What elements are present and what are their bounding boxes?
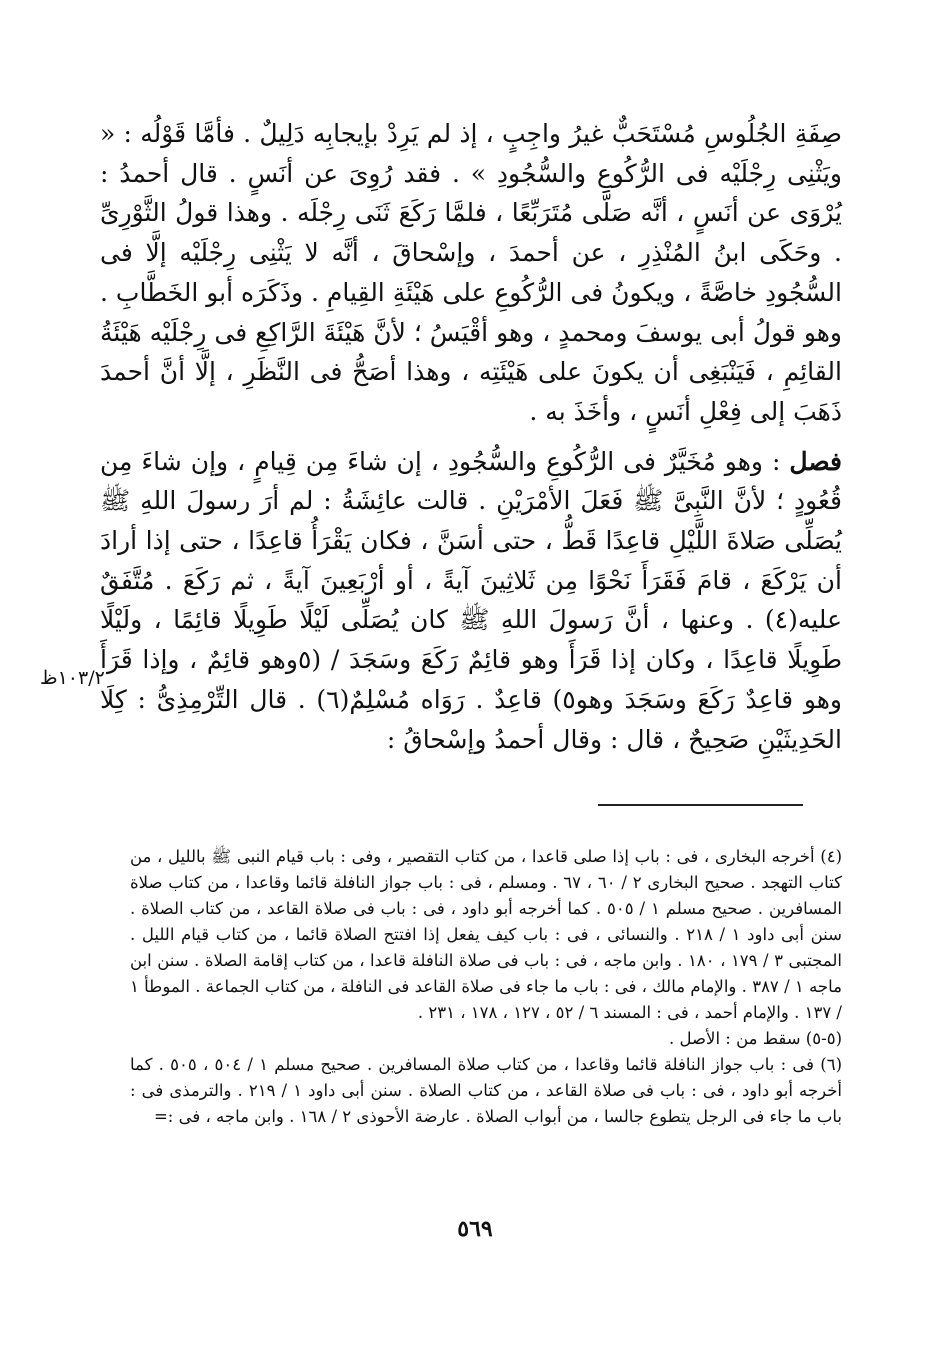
footnotes-block (130, 844, 842, 1130)
footnote-5: (٥-٥) سقط من : الأصل . (669, 1029, 842, 1048)
body-paragraph: صِفَةِ الجُلُوسِ مُسْتَحَبٌّ غيرُ واجِبٍ ، إذ لم يَرِدْ بإيجابِه دَلِيلٌ . فأمَّا قَوْلُه : « ويَثْنِى رِجْلَيْه فى الرُّكُوعِ والسُّجُودِ » . فقد رُوِىَ عن أنَسٍ . قال أحمدُ : يُرْوَى عن أنَسٍ ، أنَّه صَلَّى مُتَرَبِّعًا ، فلمَّا رَكَعَ ثَنَى رِجْلَه . وهذا قولُ الثَّوْرِىِّ . وحَكَى ابنُ المُنْذِرِ ، عن أحمدَ ، وإسْحاقَ ، أنَّه لا يَثْنِى رِجْلَيْه إلَّا فى السُّجُودِ خاصَّةً ، ويكونُ فى الرُّكُوعِ على هَيْئَةِ القِيامِ . وذَكَرَه أبو الخَطَّابِ . وهو قولُ أبى يوسفَ ومحمدٍ ، وهو أقْيَسُ ؛ لأنَّ هَيْئَةَ الرَّاكِعِ فى رِجْلَيْه هَيْئَةُ القائِمِ ، فَيَنْبَغِى أن يكونَ على هَيْئَتِه ، وهذا أصَحُّ فى النَّظَرِ ، إلَّا أنَّ أحمدَ ذَهَبَ إلى فِعْلِ أنَسٍ ، وأخَذَ به . (100, 119, 842, 426)
footnote-separator (598, 804, 803, 806)
footnote-6: (٦) فى : باب جواز النافلة قائما وقاعدا ، من كتاب صلاة المسافرين . صحيح مسلم ١ / ٥٠٤ ، ٥٠٥ . كما أخرجه أبو داود ، فى : باب فى صلاة القاعد ، من كتاب الصلاة . سنن أبى داود ١ / ٢١٩ . والترمذى فى : باب ما جاء فى الرجل يتطوع جالسا ، من أبواب الصلاة . عارضة الأحوذى ٢ / ١٦٨ . وابن ماجه ، فى := (130, 1055, 842, 1126)
fasl-paragraph (100, 442, 842, 760)
manuscript-folio-reference: ١٠٣/٢ظ (40, 667, 105, 689)
footnote-4: (٤) أخرجه البخارى ، فى : باب إذا صلى قاعدا ، من كتاب التقصير ، وفى : باب قيام النبى ﷺ بالليل ، من كتاب التهجد . صحيح البخارى ٢ / ٦٠ ، ٦٧ . ومسلم ، فى : باب جواز النافلة قائما وقاعدا ، من كتاب صلاة المسافرين . صحيح مسلم ١ / ٥٠٥ . كما أخرجه أبو داود ، فى : باب فى صلاة القاعد ، من كتاب الصلاة . سنن أبى داود ١ / ٢١٨ . والنسائى ، فى : باب كيف يفعل إذا افتتح الصلاة قائما ، من كتاب قيام الليل . المجتبى ٣ / ١٧٩ ، ١٨٠ . وابن ماجه ، فى : باب فى صلاة النافلة قاعدا ، من كتاب إقامة الصلاة . سنن ابن ماجه ١ / ٣٨٧ . والإمام مالك ، فى : باب ما جاء فى صلاة القاعد فى النافلة ، من كتاب الجماعة . الموطأ ١ / ١٣٧ . والإمام أحمد ، فى : المسند ٦ / ٥٢ ، ١٢٧ ، ١٧٨ ، ٢٣١ . (130, 847, 842, 1022)
section-heading-fasl: فصل (789, 446, 842, 476)
page-number: ٥٦٩ (457, 1216, 493, 1242)
fasl-paragraph-text: : وهو مُخَيَّرٌ فى الرُّكُوعِ والسُّجُودِ ، إن شاءَ مِن قِيامٍ ، وإن شاءَ مِن قُعُودٍ ؛ لأنَّ النَّبِىَّ ﷺ فَعَلَ الأمْرَيْنِ . قالت عائِشَةُ : لم أرَ رسولَ اللهِ ﷺ يُصَلِّى صَلاةَ اللَّيْلِ قاعِدًا قَطُّ ، حتى أسَنَّ ، فكان يَقْرَأُ قاعِدًا ، حتى إذا أرادَ أن يَرْكَعَ ، قامَ فَقَرَأَ نَحْوًا مِن ثَلاثِينَ آيةً ، أو أرْبَعِينَ آيةً ، ثم رَكَعَ . مُتَّفَقٌ عليه(٤) . وعنها ، أنَّ رَسولَ اللهِ ﷺ كان يُصَلِّى لَيْلًا طَوِيلًا قائِمًا ، ولَيْلًا طَوِيلًا قاعِدًا ، وكان إذا قَرَأَ وهو قائِمٌ رَكَعَ وسَجَدَ / (٥وهو قائِمٌ ، وإذا قَرَأَ وهو قاعِدٌ رَكَعَ وسَجَدَ وهو٥) قاعِدٌ . رَوَاه مُسْلِمٌ(٦) . قال التِّرْمِذِىُّ : كِلَا الحَدِيثَيْنِ صَحِيحٌ ، قال : وقال أحمدُ وإسْحاقُ : (100, 446, 842, 754)
main-text-block (100, 114, 842, 759)
